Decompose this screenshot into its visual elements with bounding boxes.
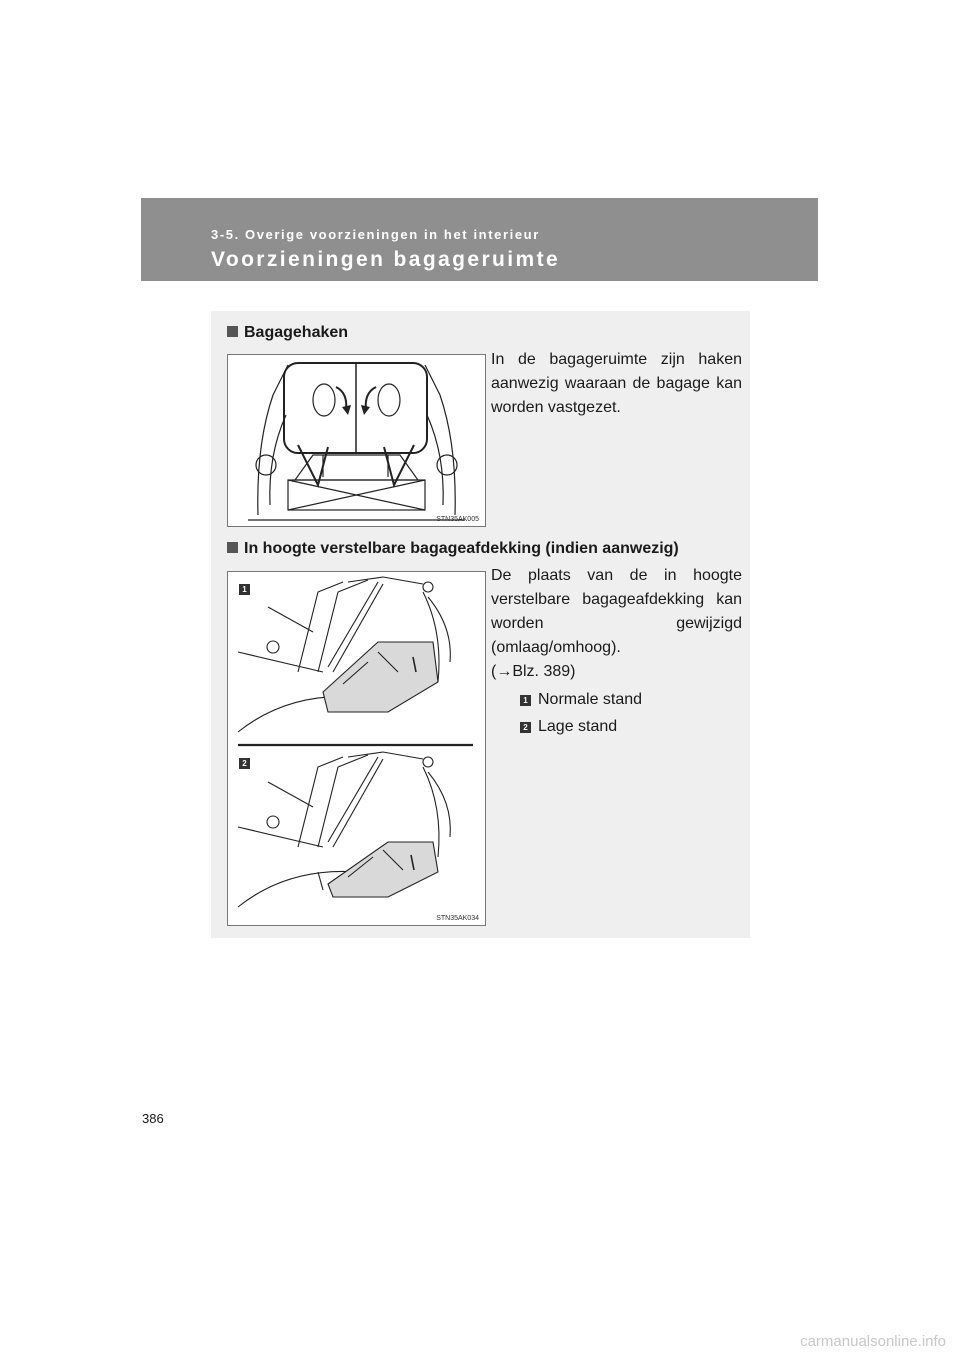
tonneau-cover-illustration [228,572,485,925]
figure-tonneau-cover-positions [227,571,486,926]
header-band [141,198,818,281]
content-panel [211,311,750,938]
square-bullet-icon [227,542,238,553]
page-reference: (→Blz. 389) [491,663,576,680]
page-number: 386 [142,1111,164,1126]
figure-cargo-hooks [227,354,486,527]
tonneau-description: De plaats van de in hoogte verstelbare bagageafdekking kan worden gewijzigd (omlaag/omhoog). [491,567,742,656]
section-heading-bagagehaken: Bagagehaken [227,324,348,342]
section-heading-tonneau-cover: In hoogte verstelbare bagageafdekking (indien aanwezig) [227,540,679,558]
hooks-description: In de bagageruimte zijn haken aanwezig waaraan de bagage kan worden vastgezet. [491,351,742,416]
watermark: carmanualsonline.info [800,1333,946,1350]
section-label: 3-5. Overige voorzieningen in het interieur [211,227,540,242]
figure-marker-2: 2 [239,758,250,769]
square-bullet-icon [227,326,238,337]
figure-code: STN35AK005 [436,516,479,523]
legend-item-2: 2 Lage stand [520,715,742,739]
cargo-hooks-illustration [228,355,485,526]
legend-marker-1: 1 [520,695,531,706]
legend-marker-2: 2 [520,722,531,733]
figure-marker-1: 1 [239,584,250,595]
page-title: Voorzieningen bagageruimte [211,248,561,271]
legend-item-1: 1 Normale stand [520,688,742,712]
figure-code: STN35AK034 [436,915,479,922]
